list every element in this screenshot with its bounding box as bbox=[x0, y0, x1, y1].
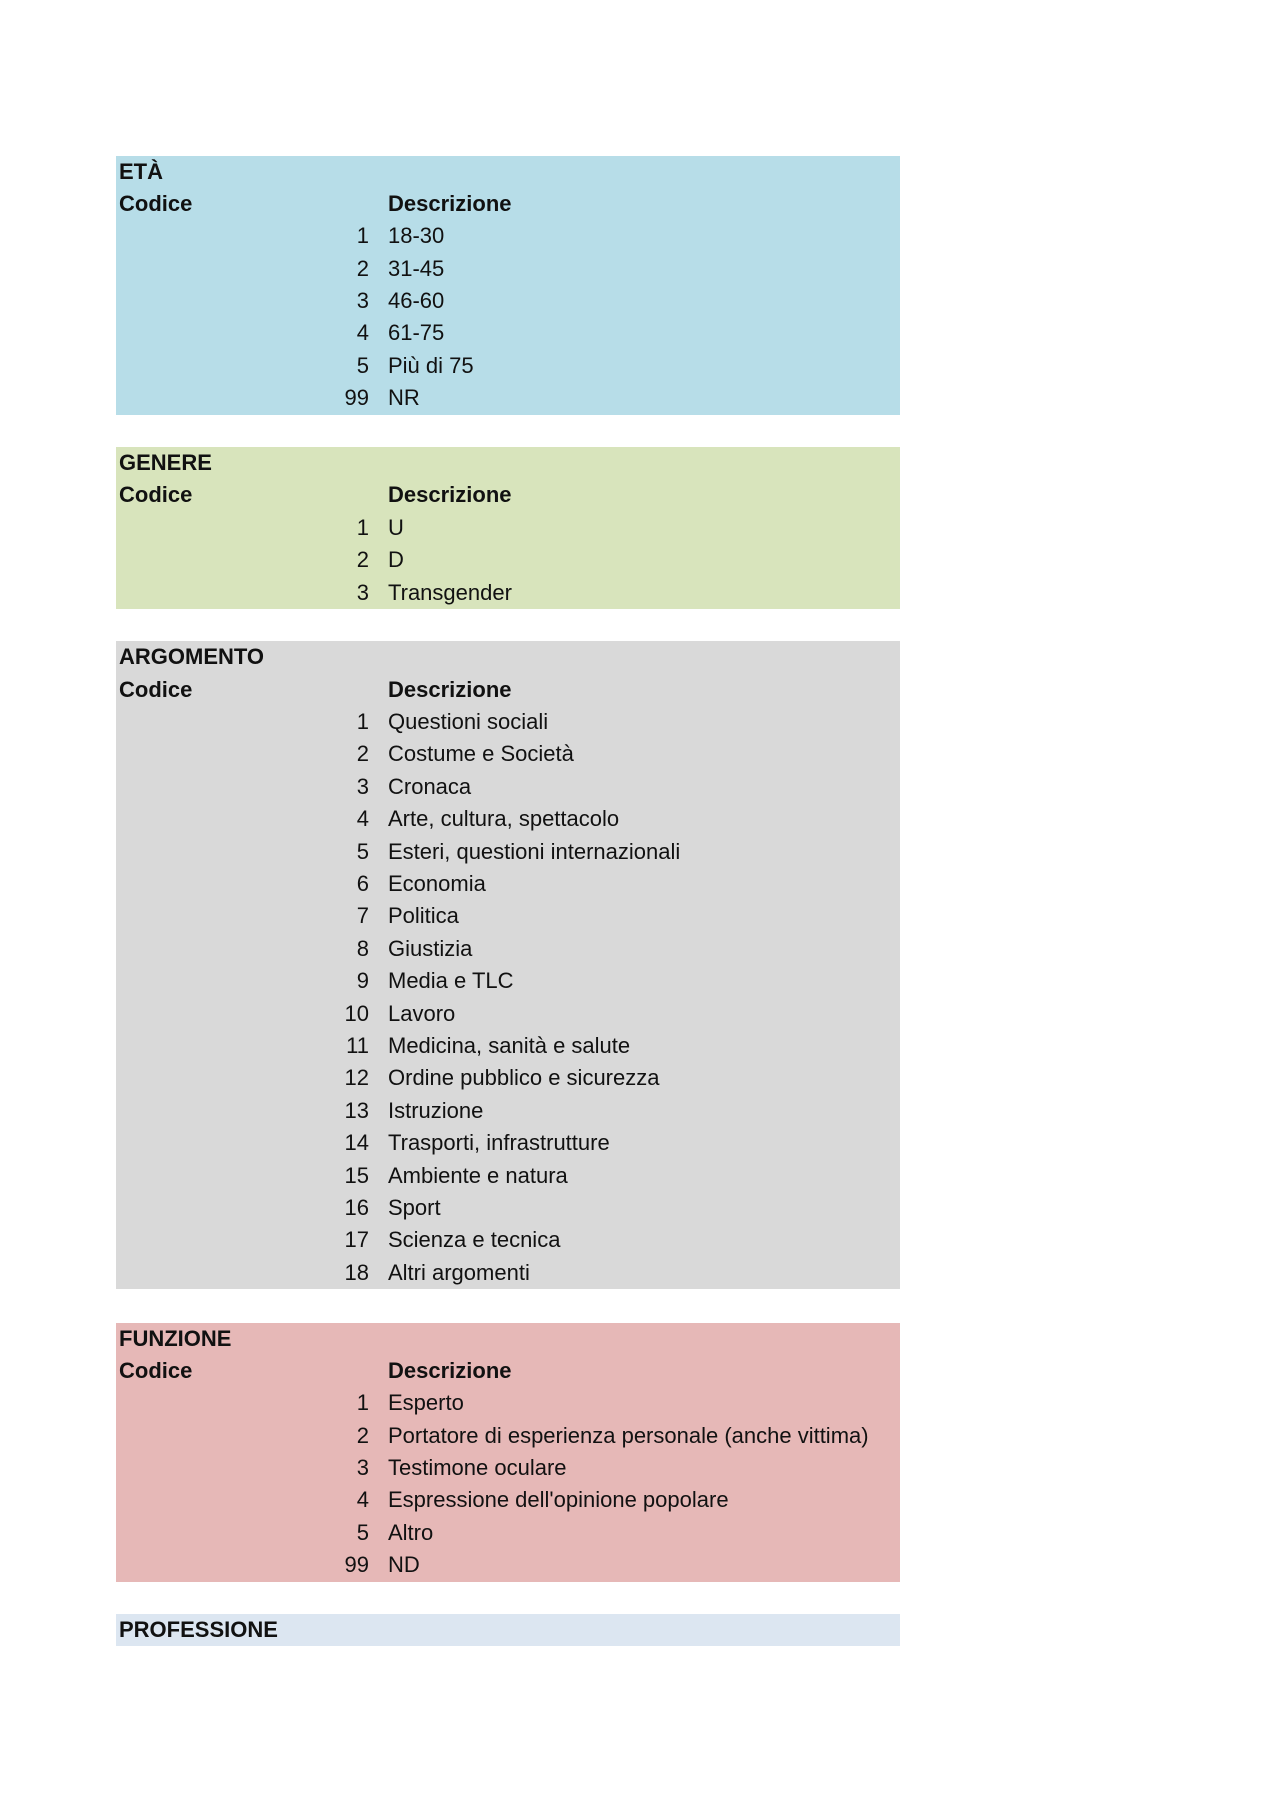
item-description: Lavoro bbox=[388, 1000, 456, 1026]
item-description: 46-60 bbox=[388, 288, 445, 314]
item-description: Ambiente e natura bbox=[388, 1162, 568, 1188]
item-description: Cronaca bbox=[388, 773, 472, 799]
table-row bbox=[116, 1484, 900, 1516]
table-row bbox=[116, 220, 900, 252]
table-row bbox=[116, 1420, 900, 1452]
item-code: 8 bbox=[356, 935, 369, 961]
table-row bbox=[116, 577, 900, 609]
item-code: 6 bbox=[356, 871, 369, 897]
table-row bbox=[116, 1127, 900, 1159]
section-title-row bbox=[116, 156, 900, 188]
item-description: Esteri, questioni internazionali bbox=[388, 838, 681, 864]
item-code: 3 bbox=[356, 1455, 369, 1481]
table-row bbox=[116, 544, 900, 576]
section-title: ETÀ bbox=[119, 158, 163, 184]
section-title: FUNZIONE bbox=[119, 1325, 232, 1351]
column-header-row bbox=[116, 674, 900, 706]
item-description: Questioni sociali bbox=[388, 709, 549, 735]
column-header-codice: Codice bbox=[119, 676, 193, 702]
item-description: 31-45 bbox=[388, 255, 445, 281]
table-row bbox=[116, 1062, 900, 1094]
column-header-codice: Codice bbox=[119, 190, 193, 216]
table-row bbox=[116, 1387, 900, 1419]
item-code: 17 bbox=[344, 1227, 369, 1253]
item-description: Ordine pubblico e sicurezza bbox=[388, 1065, 660, 1091]
item-description: Media e TLC bbox=[388, 968, 514, 994]
item-code: 9 bbox=[356, 968, 369, 994]
column-header-row bbox=[116, 479, 900, 511]
table-row bbox=[116, 512, 900, 544]
table-row bbox=[116, 1095, 900, 1127]
table-row bbox=[116, 285, 900, 317]
table-row bbox=[116, 738, 900, 770]
item-code: 3 bbox=[356, 579, 369, 605]
item-code: 7 bbox=[356, 903, 369, 929]
table-row bbox=[116, 1517, 900, 1549]
item-code: 15 bbox=[344, 1162, 369, 1188]
column-header-descrizione: Descrizione bbox=[388, 1357, 512, 1383]
item-description: Altro bbox=[388, 1519, 434, 1545]
table-row bbox=[116, 900, 900, 932]
item-description: Arte, cultura, spettacolo bbox=[388, 806, 620, 832]
column-header-descrizione: Descrizione bbox=[388, 190, 512, 216]
section-title: PROFESSIONE bbox=[119, 1617, 278, 1642]
item-description: Scienza e tecnica bbox=[388, 1227, 561, 1253]
section-title-row bbox=[116, 1323, 900, 1355]
table-row bbox=[116, 1224, 900, 1256]
item-code: 4 bbox=[356, 806, 369, 832]
item-description: Esperto bbox=[388, 1390, 464, 1416]
item-code: 18 bbox=[344, 1259, 369, 1285]
section-title-row bbox=[116, 1614, 900, 1646]
table-row bbox=[116, 836, 900, 868]
column-header-row bbox=[116, 1355, 900, 1387]
section-professione bbox=[116, 1614, 900, 1646]
item-code: 2 bbox=[356, 1422, 369, 1448]
item-description: Portatore di esperienza personale (anche vittima) bbox=[388, 1422, 869, 1448]
item-code: 2 bbox=[356, 547, 369, 573]
item-code: 13 bbox=[344, 1097, 369, 1123]
table-row bbox=[116, 965, 900, 997]
table-row bbox=[116, 1452, 900, 1484]
item-code: 3 bbox=[356, 773, 369, 799]
table-row bbox=[116, 1192, 900, 1224]
table-row bbox=[116, 1549, 900, 1581]
item-description: Economia bbox=[388, 871, 486, 897]
table-row bbox=[116, 803, 900, 835]
table-row bbox=[116, 868, 900, 900]
table-row bbox=[116, 253, 900, 285]
item-code: 5 bbox=[356, 1519, 369, 1545]
item-description: Sport bbox=[388, 1194, 441, 1220]
item-description: Politica bbox=[388, 903, 459, 929]
section-title: ARGOMENTO bbox=[119, 644, 265, 670]
column-header-descrizione: Descrizione bbox=[388, 676, 512, 702]
table-row bbox=[116, 1160, 900, 1192]
section-genere bbox=[116, 447, 900, 609]
table-row bbox=[116, 1257, 900, 1289]
item-code: 4 bbox=[356, 1487, 369, 1513]
item-code: 99 bbox=[344, 1552, 369, 1578]
item-description: Medicina, sanità e salute bbox=[388, 1032, 631, 1058]
item-description: Testimone oculare bbox=[388, 1455, 567, 1481]
item-description: Più di 75 bbox=[388, 352, 474, 378]
item-code: 1 bbox=[356, 709, 369, 735]
item-code: 5 bbox=[356, 352, 369, 378]
section-eta bbox=[116, 156, 900, 415]
item-code: 16 bbox=[344, 1194, 369, 1220]
table-row bbox=[116, 771, 900, 803]
item-code: 5 bbox=[356, 838, 369, 864]
item-code: 1 bbox=[356, 514, 369, 540]
item-description: D bbox=[388, 547, 404, 573]
column-header-descrizione: Descrizione bbox=[388, 482, 512, 508]
item-code: 11 bbox=[346, 1032, 369, 1058]
item-description: Giustizia bbox=[388, 935, 473, 961]
item-description: Transgender bbox=[388, 579, 512, 605]
item-description: Istruzione bbox=[388, 1097, 484, 1123]
item-description: Altri argomenti bbox=[388, 1259, 530, 1285]
item-code: 2 bbox=[356, 255, 369, 281]
item-description: 18-30 bbox=[388, 223, 445, 249]
item-description: 61-75 bbox=[388, 320, 445, 346]
section-title-row bbox=[116, 641, 900, 673]
item-description: Espressione dell'opinione popolare bbox=[388, 1487, 729, 1513]
item-description: ND bbox=[388, 1552, 420, 1578]
item-description: Costume e Società bbox=[388, 741, 574, 767]
table-row bbox=[116, 317, 900, 349]
column-header-codice: Codice bbox=[119, 482, 193, 508]
section-funzione bbox=[116, 1323, 900, 1582]
table-row bbox=[116, 1030, 900, 1062]
section-title-row bbox=[116, 447, 900, 479]
item-code: 1 bbox=[356, 223, 369, 249]
section-argomento bbox=[116, 641, 900, 1289]
item-description: NR bbox=[388, 385, 420, 411]
table-row bbox=[116, 382, 900, 414]
item-description: Trasporti, infrastrutture bbox=[388, 1130, 610, 1156]
item-code: 12 bbox=[344, 1065, 369, 1091]
table-row bbox=[116, 998, 900, 1030]
column-header-row bbox=[116, 188, 900, 220]
item-code: 99 bbox=[344, 385, 369, 411]
item-code: 2 bbox=[356, 741, 369, 767]
item-code: 3 bbox=[356, 288, 369, 314]
item-code: 10 bbox=[344, 1000, 369, 1026]
item-description: U bbox=[388, 514, 404, 540]
table-row bbox=[116, 706, 900, 738]
item-code: 4 bbox=[356, 320, 369, 346]
item-code: 1 bbox=[356, 1390, 369, 1416]
column-header-codice: Codice bbox=[119, 1357, 193, 1383]
section-title: GENERE bbox=[119, 450, 212, 475]
item-code: 14 bbox=[344, 1130, 369, 1156]
table-row bbox=[116, 933, 900, 965]
table-row bbox=[116, 350, 900, 382]
